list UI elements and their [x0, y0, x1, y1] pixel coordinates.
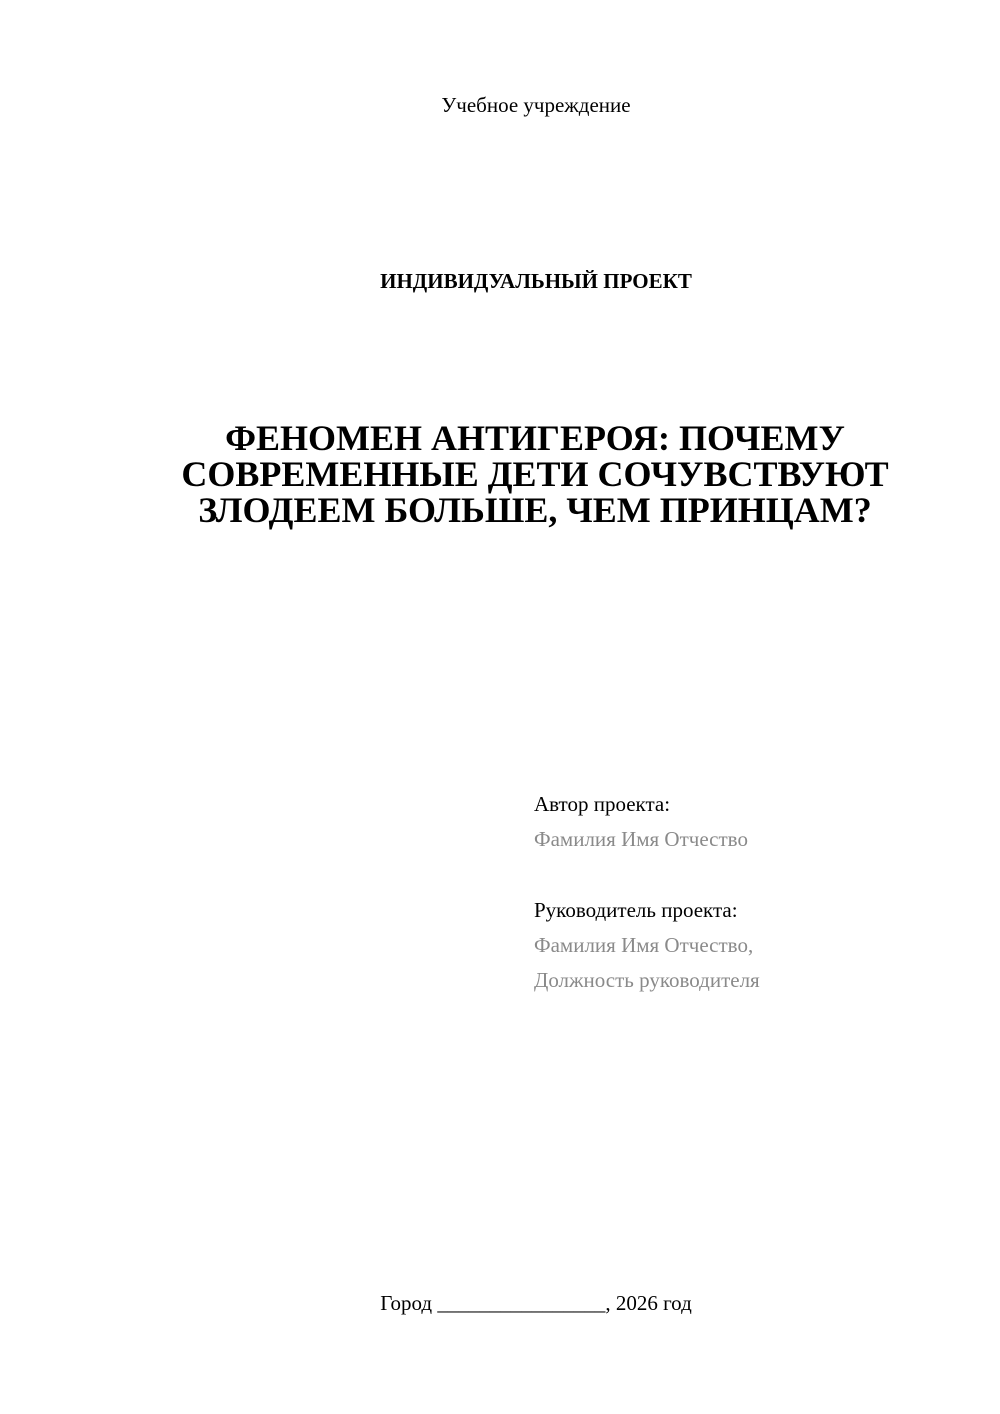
project-title-line-2: СОВРЕМЕННЫЕ ДЕТИ СОЧУВСТВУЮТ [181, 454, 889, 494]
institution-name: Учебное учреждение [441, 93, 631, 117]
supervisor-position: Должность руководителя [534, 968, 760, 992]
project-title [140, 420, 930, 528]
credits-spacer [534, 857, 974, 893]
document-type: ИНДИВИДУАЛЬНЫЙ ПРОЕКТ [380, 269, 692, 293]
supervisor-label: Руководитель проекта: [534, 898, 738, 922]
supervisor-name: Фамилия Имя Отчество, [534, 933, 754, 957]
author-name: Фамилия Имя Отчество [534, 827, 748, 851]
project-title-line-1: ФЕНОМЕН АНТИГЕРОЯ: ПОЧЕМУ [225, 418, 845, 458]
project-title-line-3: ЗЛОДЕЕМ БОЛЬШЕ, ЧЕМ ПРИНЦАМ? [198, 490, 872, 530]
city-year: Город ________________, 2026 год [380, 1291, 692, 1315]
project-credits [534, 787, 974, 998]
author-label: Автор проекта: [534, 792, 671, 816]
